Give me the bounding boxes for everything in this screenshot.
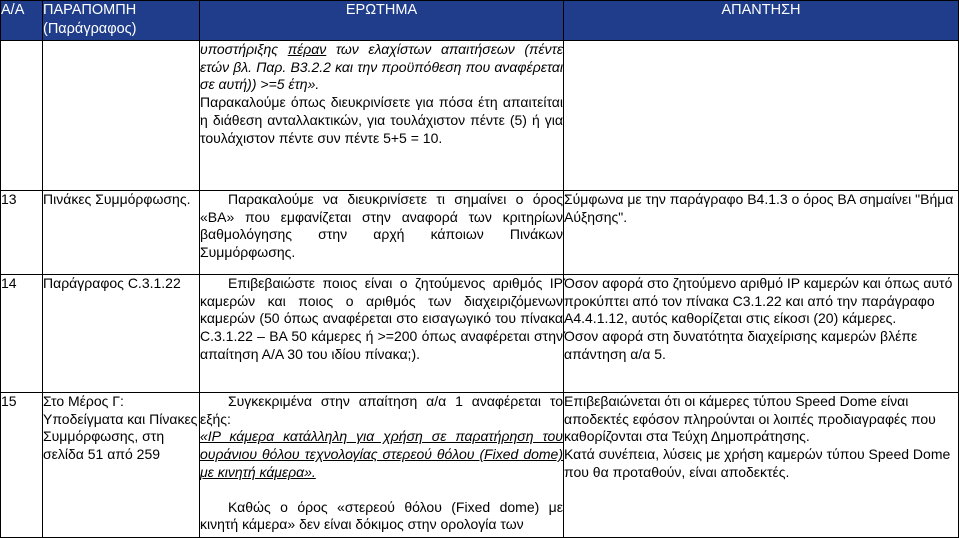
row-number: 13	[1, 191, 43, 275]
underlined-word: πέραν	[287, 41, 327, 57]
table-row-continuation	[1, 41, 959, 191]
header-answer: ΑΠΑΝΤΗΣΗ	[564, 1, 959, 41]
header-row	[1, 1, 959, 41]
answer-cell	[564, 393, 959, 538]
question-cell	[200, 393, 564, 538]
continuation-quote: υποστήριξης πέραν των ελαχίστων απαιτήσεων (πέντε ετών βλ. Παρ. Β3.2.2 και την προϋπόθεση που αναφέρεται σε αυτή)) >=5 έτη».	[200, 41, 563, 93]
answer-paragraph: Όσον αφορά στη δυνατότητα διαχείρισης καμερών βλέπε απάντηση α/α 5.	[564, 328, 918, 362]
answer-text: Σύμφωνα με την παράγραφο Β4.1.3 ο όρος ΒΑ σημαίνει "Βήμα Αύξησης".	[564, 191, 954, 225]
answer-cell	[564, 275, 959, 393]
header-ref: ΠΑΡΑΠΟΜΠΗ (Παράγραφος)	[43, 1, 200, 41]
row-number: 15	[1, 393, 43, 538]
table-row	[1, 275, 959, 393]
question-paragraph: Καθώς ο όρος «στερεού θόλου (Fixed dome) με κινητή κάμερα» δεν είναι δόκιμος στην ορολογία των	[200, 498, 563, 533]
continuation-request: Παρακαλούμε όπως διευκρινίσετε για πόσα έτη απαιτείται η διάθεση ανταλλακτικών, για τουλάχιστον πέντε (5) ή για τουλάχιστον πέντε συν πέντε 5+5 = 10.	[200, 94, 563, 146]
answer-paragraph: Κατά συνέπεια, λύσεις με χρήση καμερών τύπου Speed Dome που θα προταθούν, είναι αποδεκτές.	[564, 446, 951, 480]
answer-cell	[564, 191, 959, 275]
question-cell	[200, 191, 564, 275]
question-cell	[200, 41, 564, 191]
answer-paragraph: Όσον αφορά στο ζητούμενο αριθμό IP καμερών και όπως αυτό προκύπτει από τον πίνακα C3.1.22 και από την παράγραφο Α4.4.1.12, αυτός καθορίζεται στις είκοσι (20) κάμερες.	[564, 275, 953, 327]
question-paragraph: Συγκεκριμένα στην απαίτηση α/α 1 αναφέρεται το εξής:	[200, 393, 563, 427]
row-reference: Στο Μέρος Γ: Υποδείγματα και Πίνακες Συμμόρφωσης, στη σελίδα 51 από 259	[43, 393, 200, 538]
answer-cell	[564, 41, 959, 191]
question-text: Επιβεβαιώστε ποιος είναι ο ζητούμενος αριθμός IP καμερών και ποιος ο αριθμός των διαχειριζόμενων καμερών (50 όπως αναφέρεται στο εισαγωγικό του πίνακα C.3.1.22 – ΒΑ 50 κάμερες ή >=200 όπως αναφέρεται στην απαίτηση Α/Α 30 του ιδίου πίνακα;).	[200, 275, 563, 362]
table-row	[1, 393, 959, 538]
question-quote: «IP κάμερα κατάλληλη για χρήση σε παρατήρηση του ουράνιου θόλου τεχνολογίας στερεού θόλου (Fixed dome) με κινητή κάμερα».	[200, 428, 563, 480]
answer-paragraph: Επιβεβαιώνεται ότι οι κάμερες τύπου Speed Dome είναι αποδεκτές εφόσον πληρούνται οι λοιπές προδιαγραφές που καθορίζονται στα Τεύχη Δημοπράτησης.	[564, 393, 936, 445]
num-cell	[1, 41, 43, 191]
ref-cell	[43, 41, 200, 191]
table-row	[1, 191, 959, 275]
header-num: Α/Α	[1, 1, 43, 41]
row-reference: Πινάκες Συμμόρφωσης.	[43, 191, 200, 275]
question-text: Παρακαλούμε να διευκρινίσετε τι σημαίνει ο όρος «ΒΑ» που εμφανίζεται στην αναφορά των κριτηρίων βαθμολόγησης στην αρχή κάποιων Πινάκων Συμμόρφωσης.	[200, 191, 563, 261]
question-cell	[200, 275, 564, 393]
header-question: ΕΡΩΤΗΜΑ	[200, 1, 564, 41]
row-reference: Παράγραφος C.3.1.22	[43, 275, 200, 393]
row-number: 14	[1, 275, 43, 393]
paragraph-gap	[200, 482, 563, 499]
